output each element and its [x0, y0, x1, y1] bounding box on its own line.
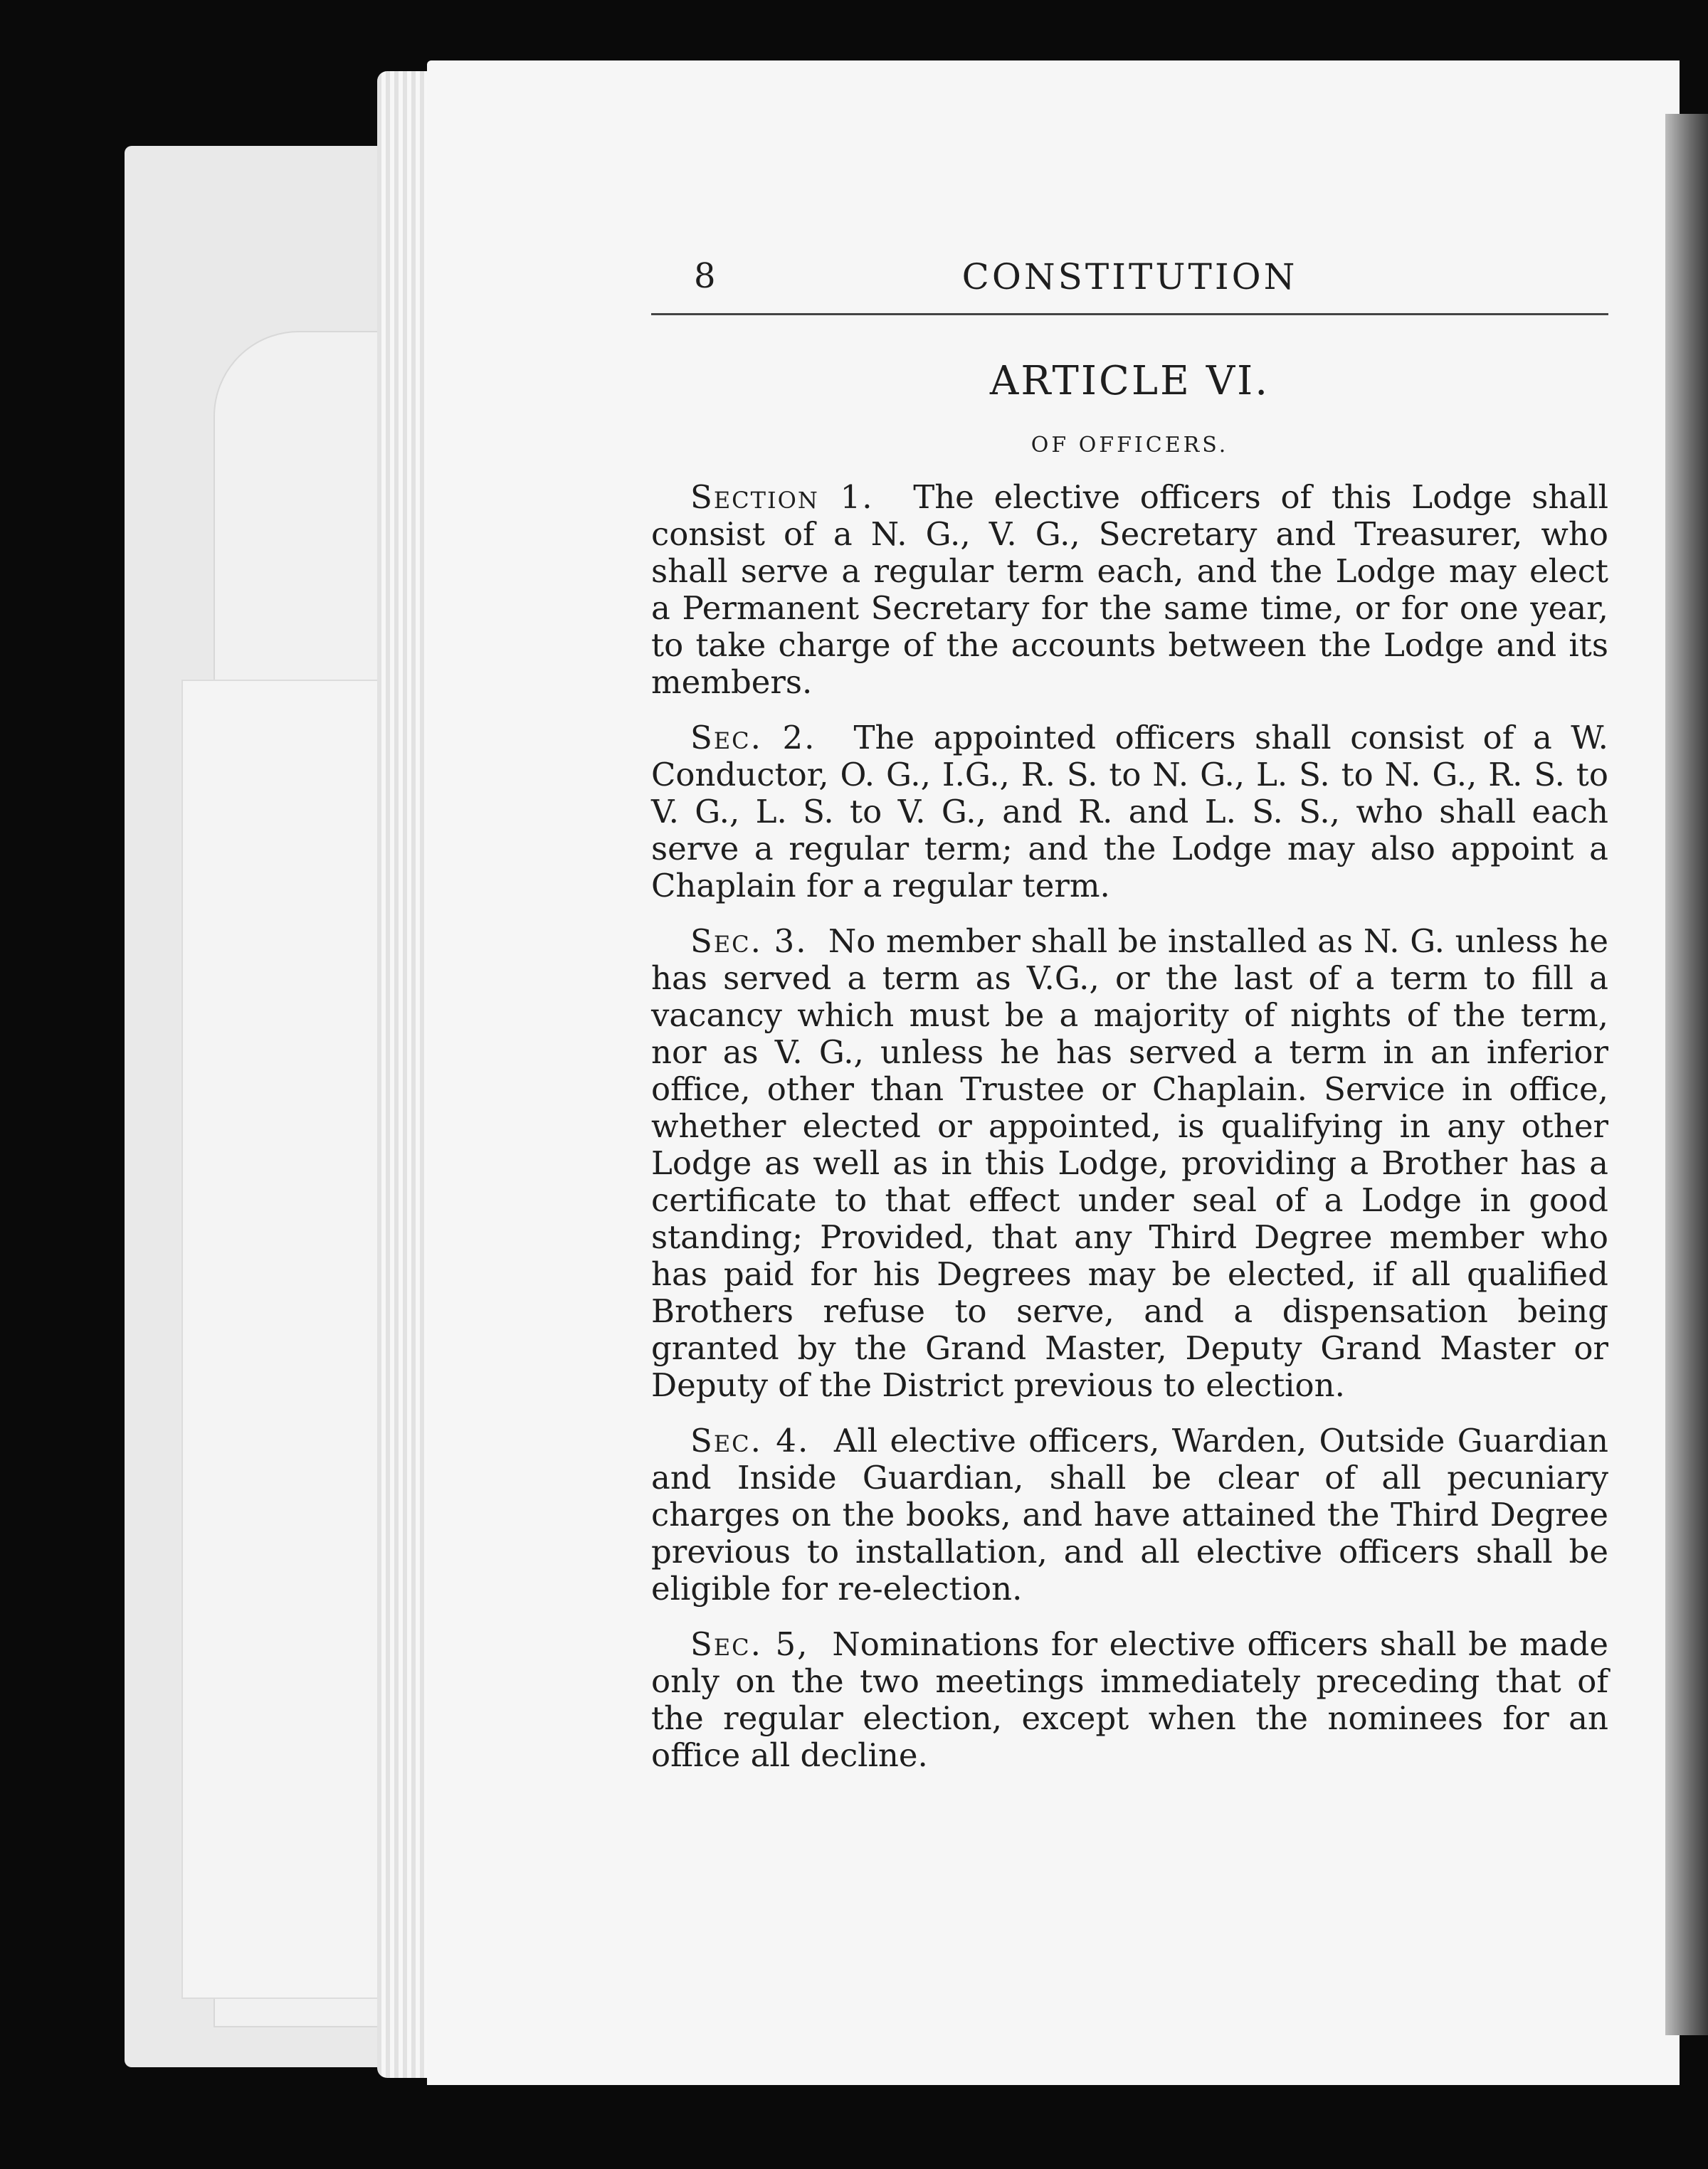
running-head [651, 228, 1608, 315]
section-label: Sec. 3. [690, 922, 808, 960]
article-title: ARTICLE VI. [989, 358, 1270, 404]
section-label: Section 1. [690, 478, 874, 516]
section-3 [651, 923, 1608, 1404]
section-1 [651, 479, 1608, 701]
article-subtitle: OF OFFICERS. [1030, 433, 1229, 458]
section-text: All elective officers, Warden, Outside Guardian and Inside Guardian, shall be clear of all pecuniary charges on the books, and have attained the Third Degree previous to installation, and all elective officers shall be eligible for re-election. [651, 1422, 1609, 1608]
section-5 [651, 1626, 1608, 1774]
running-title: CONSTITUTION [961, 256, 1298, 297]
section-text: No member shall be installed as N. G. unless he has served a term as V.G., or the last of a term to fill a vacancy which must be a majority of nights of the term, nor as V. G., unless he has served a term in an inferior office, other than Trustee or Chaplain. Service in office, whether elected or appointed, is qualifying in any other Lodge as well as in this Lodge, providing a Brother has a certificate to that effect under seal of a Lodge in good standing; Provided, that any Third Degree member who has paid for his Degrees may be elected, if all qualified Brothers refuse to serve, and a dispensation being granted by the Grand Master, Deputy Grand Master or Deputy of the District previous to election. [651, 922, 1608, 1404]
section-4 [651, 1423, 1608, 1608]
page-gutter-shadow [1665, 114, 1708, 2035]
background-flap [181, 680, 384, 1999]
section-text: The appointed officers shall consist of a W. Conductor, O. G., I.G., R. S. to N. G., L. S. to N. G., R. S. to V. G., L. S. to V. G., and R. and L. S. S., who shall each serve a regular term; and the Lodge may also appoint a Chaplain for a regular term. [651, 719, 1608, 904]
section-label: Sec. 5, [690, 1625, 809, 1663]
page-text [651, 228, 1608, 1793]
section-label: Sec. 4. [690, 1422, 810, 1460]
section-label: Sec. 2. [690, 719, 816, 756]
section-2 [651, 719, 1608, 904]
section-text: The elective officers of this Lodge shall consist of a N. G., V. G., Secretary and Treasurer, who shall serve a regular term each, and the Lodge may elect a Permanent Secretary for the same time, or for one year, to take charge of the accounts between the Lodge and its members. [651, 478, 1608, 701]
section-text: Nominations for elective officers shall be made only on the two meetings immediately preceding that of the regular election, except when the nominees for an office all decline. [651, 1625, 1608, 1774]
page-number: 8 [694, 256, 716, 296]
